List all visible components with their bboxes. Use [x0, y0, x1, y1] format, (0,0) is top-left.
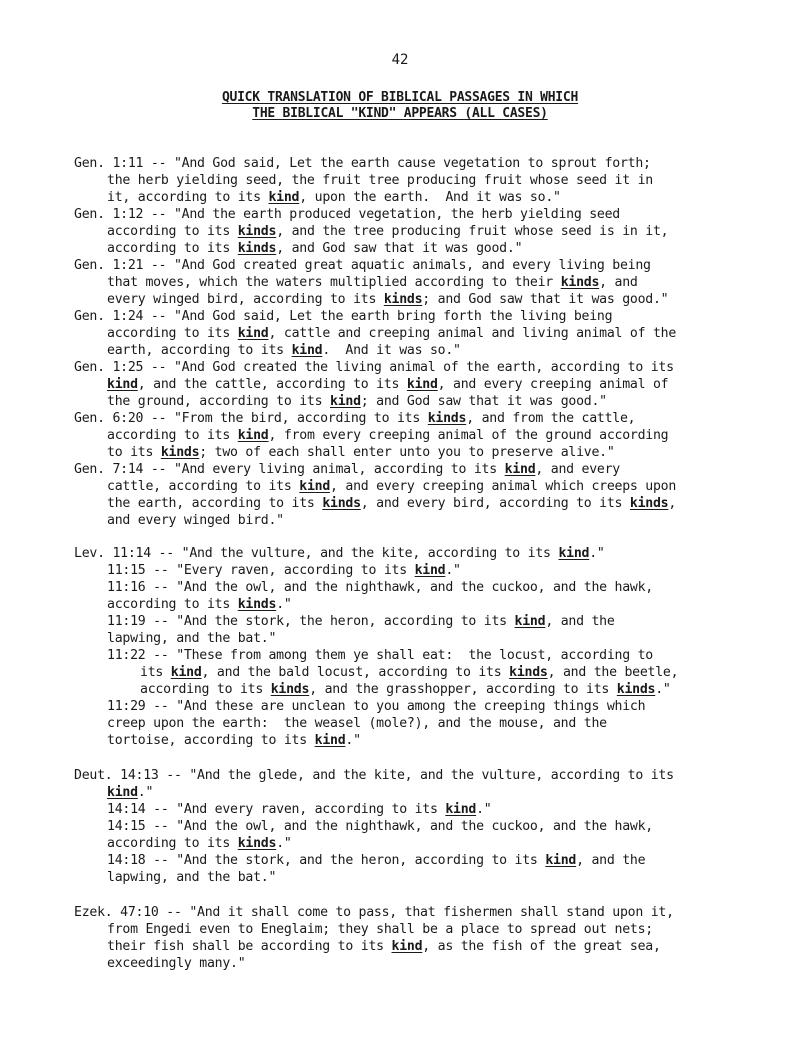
kind-word: kind [445, 802, 477, 817]
kind-word: kinds [427, 411, 467, 426]
title-line-2: THE BIBLICAL "KIND" APPEARS (ALL CASES) [252, 106, 548, 121]
kind-word: kind [391, 939, 423, 954]
kind-word: kind [291, 343, 323, 358]
kind-word: kinds [509, 665, 548, 680]
kind-word: kind [558, 546, 590, 561]
text-line: tortoise, according to its kind." [107, 733, 361, 748]
text-line: creep upon the earth: the weasel (mole?), and the mouse, and the [107, 716, 607, 731]
kind-word: kind [314, 733, 346, 748]
text-line: the herb yielding seed, the fruit tree producing fruit whose seed it in [107, 173, 653, 188]
kind-word: kinds [237, 836, 277, 851]
text-line: Gen. 1:24 -- "And God said, Let the earth bring forth the living being [74, 309, 613, 324]
text-line: Gen. 7:14 -- "And every living animal, according to its kind, and every [74, 462, 620, 477]
text-line: Gen. 1:12 -- "And the earth produced vegetation, the herb yielding seed [74, 207, 620, 222]
text-line: 11:22 -- "These from among them ye shall eat: the locust, according to [107, 648, 653, 663]
text-line: lapwing, and the bat." [107, 870, 277, 885]
text-line: the earth, according to its kinds, and every bird, according to its kinds, [107, 496, 677, 511]
kind-word: kinds [270, 682, 310, 697]
kind-word: kinds [616, 682, 656, 697]
kind-word: kinds [322, 496, 361, 511]
text-line: Gen. 1:25 -- "And God created the living animal of the earth, according to its [74, 360, 674, 375]
text-line: 11:19 -- "And the stork, the heron, according to its kind, and the [107, 614, 615, 629]
kind-word: kind [107, 785, 138, 800]
page-number: 42 [391, 52, 409, 68]
text-line: kind." [107, 785, 154, 800]
text-line: its kind, and the bald locust, according to its kinds, and the beetle, [140, 665, 679, 680]
text-line: it, according to its kind, upon the earth. And it was so." [107, 190, 561, 205]
text-line: 11:16 -- "And the owl, and the nighthawk, and the cuckoo, and the hawk, [107, 580, 653, 595]
title-line-1: QUICK TRANSLATION OF BIBLICAL PASSAGES IN WHICH [221, 90, 579, 105]
text-line: according to its kinds." [107, 836, 292, 851]
text-line: 11:15 -- "Every raven, according to its kind." [107, 563, 461, 578]
text-line: Gen. 1:11 -- "And God said, Let the earth cause vegetation to sprout forth; [74, 156, 651, 171]
kind-word: kinds [383, 292, 423, 307]
kind-word: kind [514, 614, 546, 629]
text-line: exceedingly many." [107, 956, 246, 971]
text-line: lapwing, and the bat." [107, 631, 277, 646]
kind-word: kind [107, 377, 138, 392]
text-line: every winged bird, according to its kinds; and God saw that it was good." [107, 292, 669, 307]
kind-word: kind [330, 394, 361, 409]
kind-word: kind [504, 462, 536, 477]
text-line: Ezek. 47:10 -- "And it shall come to pass, that fishermen shall stand upon it, [74, 905, 674, 920]
kind-word: kinds [629, 496, 669, 511]
text-line: according to its kind, cattle and creeping animal and living animal of the [107, 326, 677, 341]
text-line: Gen. 6:20 -- "From the bird, according to its kinds, and from the cattle, [74, 411, 636, 426]
kind-word: kinds [560, 275, 600, 290]
text-line: from Engedi even to Eneglaim; they shall be a place to spread out nets; [107, 922, 653, 937]
kind-word: kind [299, 479, 331, 494]
text-line: to its kinds; two of each shall enter unto you to preserve alive." [107, 445, 615, 460]
kind-word: kind [237, 428, 269, 443]
text-line: earth, according to its kind. And it was so." [107, 343, 461, 358]
text-line: that moves, which the waters multiplied according to their kinds, and [107, 275, 638, 290]
kind-word: kind [414, 563, 446, 578]
kind-word: kinds [237, 224, 277, 239]
kind-word: kind [406, 377, 438, 392]
document-title [0, 90, 800, 122]
text-line: the ground, according to its kind; and God saw that it was good." [107, 394, 607, 409]
kind-word: kind [237, 326, 269, 341]
text-line: 14:14 -- "And every raven, according to its kind." [107, 802, 492, 817]
text-line: according to its kinds, and God saw that it was good." [107, 241, 523, 256]
text-line: Deut. 14:13 -- "And the glede, and the kite, and the vulture, according to its [74, 768, 674, 783]
text-line: cattle, according to its kind, and every creeping animal which creeps upon [107, 479, 677, 494]
text-line: Lev. 11:14 -- "And the vulture, and the kite, according to its kind." [74, 546, 605, 561]
text-line: 14:15 -- "And the owl, and the nighthawk, and the cuckoo, and the hawk, [107, 819, 653, 834]
text-line: Gen. 1:21 -- "And God created great aquatic animals, and every living being [74, 258, 651, 273]
text-line: 14:18 -- "And the stork, and the heron, according to its kind, and the [107, 853, 646, 868]
kind-word: kind [268, 190, 300, 205]
text-line: according to its kind, from every creeping animal of the ground according [107, 428, 669, 443]
text-line: according to its kinds." [107, 597, 292, 612]
text-line: and every winged bird." [107, 513, 284, 528]
text-line: their fish shall be according to its kind, as the fish of the great sea, [107, 939, 661, 954]
text-line: according to its kinds, and the grasshopper, according to its kinds." [140, 682, 671, 697]
kind-word: kind [170, 665, 202, 680]
text-line: 11:29 -- "And these are unclean to you among the creeping things which [107, 699, 646, 714]
kind-word: kinds [237, 597, 277, 612]
text-line: according to its kinds, and the tree producing fruit whose seed is in it, [107, 224, 669, 239]
kind-word: kind [545, 853, 577, 868]
kind-word: kinds [160, 445, 200, 460]
kind-word: kinds [237, 241, 277, 256]
text-line: kind, and the cattle, according to its kind, and every creeping animal of [107, 377, 669, 392]
